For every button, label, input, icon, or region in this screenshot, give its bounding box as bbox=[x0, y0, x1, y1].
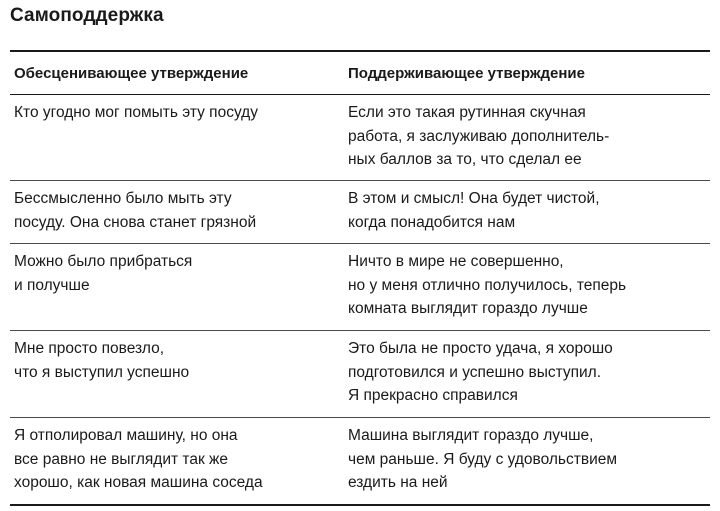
table-row bbox=[10, 95, 710, 181]
document-page bbox=[10, 4, 710, 506]
supporting-statement bbox=[336, 424, 710, 504]
statement-line: Машина выглядит гораздо лучше, bbox=[348, 427, 594, 444]
supporting-statement bbox=[336, 101, 710, 180]
statement-line: и получше bbox=[14, 276, 90, 294]
table-header-row bbox=[10, 50, 710, 95]
statement-line: хорошо, как новая машина соседа bbox=[14, 474, 263, 491]
statement-line: что я выступил успешно bbox=[14, 363, 190, 381]
supporting-statement bbox=[336, 187, 710, 243]
statement-line: ных баллов за то, что сделал ее bbox=[348, 151, 582, 168]
table-row bbox=[10, 331, 710, 418]
devaluing-statement bbox=[10, 424, 336, 504]
header-devaluing: Обесценивающее утверждение bbox=[14, 64, 249, 82]
statement-line: подготовился и успешно выступил. bbox=[348, 363, 602, 381]
devaluing-statement bbox=[10, 187, 336, 243]
supporting-statement bbox=[336, 250, 710, 330]
statement-line: чем раньше. Я буду с удовольствием bbox=[348, 450, 618, 468]
section-title: Самоподдержка bbox=[10, 5, 164, 26]
statement-line: Если это такая рутинная скучная bbox=[348, 104, 586, 121]
statement-line: Бессмысленно было мыть эту bbox=[14, 190, 232, 207]
supporting-statement bbox=[336, 337, 710, 417]
statement-line: Я прекрасно справился bbox=[348, 387, 518, 404]
table-row bbox=[10, 181, 710, 244]
statement-line: Это была не просто удача, я хорошо bbox=[348, 340, 613, 357]
statement-line: Кто угодно мог помыть эту посуду bbox=[14, 104, 258, 121]
statement-line: работа, я заслуживаю дополнитель- bbox=[348, 127, 610, 145]
header-supporting: Поддерживающее утверждение bbox=[348, 64, 585, 82]
statement-line: ездить на ней bbox=[348, 474, 448, 491]
statement-line: В этом и смысл! Она будет чистой, bbox=[348, 190, 600, 207]
devaluing-statement bbox=[10, 250, 336, 330]
statement-line: комната выглядит гораздо лучше bbox=[348, 300, 588, 317]
table-row bbox=[10, 418, 710, 506]
statement-line: все равно не выглядит так же bbox=[14, 450, 229, 468]
statements-table bbox=[10, 50, 710, 506]
statement-line: Ничто в мире не совершенно, bbox=[348, 253, 564, 270]
statement-line: Можно было прибраться bbox=[14, 253, 193, 270]
devaluing-statement bbox=[10, 101, 336, 180]
statement-line: Я отполировал машину, но она bbox=[14, 427, 238, 444]
statement-line: когда понадобится нам bbox=[348, 213, 516, 231]
statement-line: посуду. Она снова станет грязной bbox=[14, 213, 257, 231]
statement-line: но у меня отлично получилось, теперь bbox=[348, 276, 627, 294]
devaluing-statement bbox=[10, 337, 336, 417]
statement-line: Мне просто повезло, bbox=[14, 340, 165, 357]
table-row bbox=[10, 244, 710, 331]
